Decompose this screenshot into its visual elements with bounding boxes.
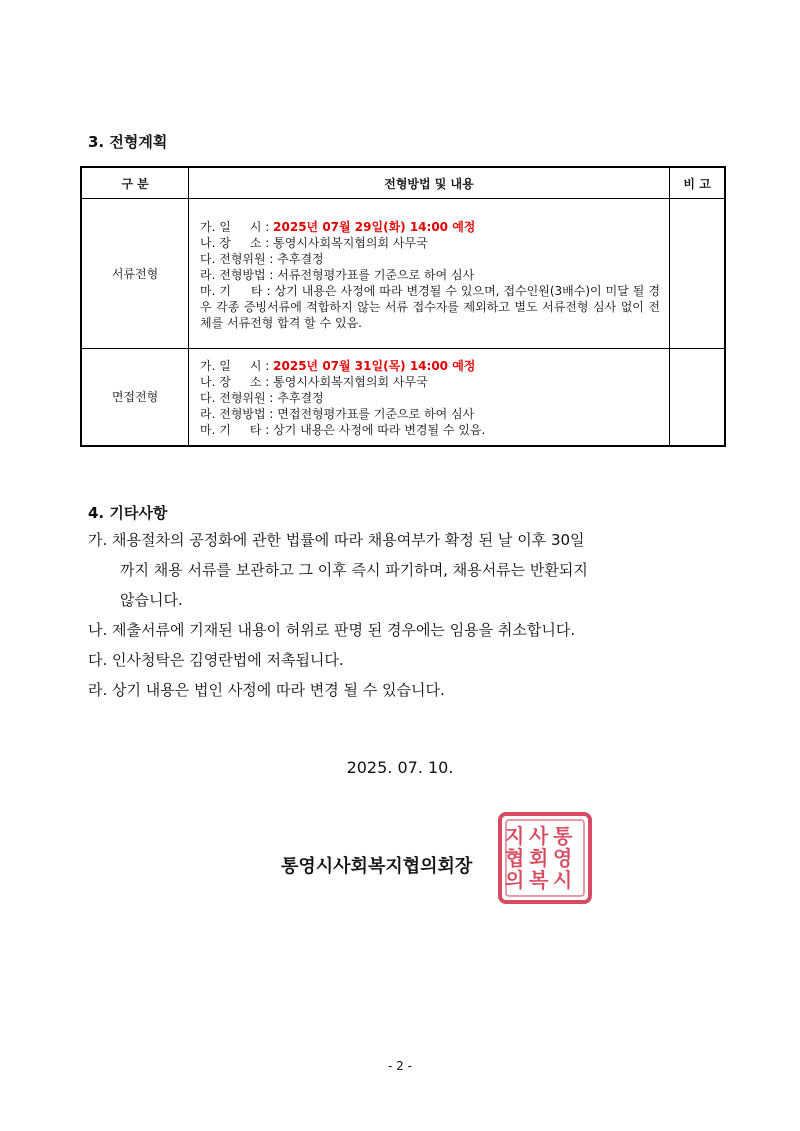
svg-text:지: 지 bbox=[505, 824, 525, 848]
line-text: 추후결정 bbox=[277, 390, 324, 405]
line-prefix: 나. 장 소 : bbox=[200, 235, 274, 250]
list-item bbox=[88, 615, 728, 645]
content-line bbox=[200, 374, 660, 390]
content-lines-0 bbox=[190, 213, 668, 335]
header-category: 구 분 bbox=[81, 167, 189, 199]
content-line bbox=[200, 235, 660, 251]
table-row bbox=[81, 349, 725, 446]
table-row bbox=[81, 199, 725, 349]
row-category: 면접전형 bbox=[81, 349, 189, 446]
list-item bbox=[88, 675, 728, 705]
svg-text:영: 영 bbox=[553, 846, 573, 870]
header-method: 전형방법 및 내용 bbox=[189, 167, 670, 199]
list-item-continuation: 않습니다. bbox=[120, 591, 183, 609]
line-text: 통영시사회복지협의회 사무국 bbox=[273, 374, 428, 389]
svg-text:회: 회 bbox=[529, 846, 549, 870]
list-item-text: 라. 상기 내용은 법인 사정에 따라 변경 될 수 있습니다. bbox=[88, 681, 445, 699]
content-line bbox=[200, 267, 660, 283]
line-prefix: 라. 전형방법 : bbox=[200, 406, 278, 421]
list-item bbox=[88, 525, 728, 615]
row-content bbox=[189, 349, 670, 446]
list-item-text: 나. 제출서류에 기재된 내용이 허위로 판명 된 경우에는 임용을 취소합니다. bbox=[88, 621, 576, 639]
official-seal-icon bbox=[497, 811, 593, 905]
line-text: 2025년 07월 31일(목) 14:00 예정 bbox=[273, 358, 476, 373]
line-prefix: 나. 장 소 : bbox=[200, 374, 274, 389]
section-4-title: 4. 기타사항 bbox=[88, 504, 168, 522]
line-text: 추후결정 bbox=[277, 251, 324, 266]
content-line bbox=[200, 219, 660, 235]
content-line bbox=[200, 358, 660, 374]
line-prefix: 가. 일 시 : bbox=[200, 358, 274, 373]
document-date: 2025. 07. 10. bbox=[346, 758, 454, 777]
line-prefix: 마. 기 타 : bbox=[200, 422, 274, 437]
line-prefix: 가. 일 시 : bbox=[200, 219, 274, 234]
line-text: 상기 내용은 사정에 따라 변경될 수 있음. bbox=[273, 422, 486, 437]
line-prefix: 다. 전형위원 : bbox=[200, 251, 278, 266]
svg-text:협: 협 bbox=[505, 846, 525, 870]
line-prefix: 라. 전형방법 : bbox=[200, 267, 278, 282]
line-text: 통영시사회복지협의회 사무국 bbox=[273, 235, 428, 250]
svg-text:의: 의 bbox=[505, 868, 525, 892]
svg-text:사: 사 bbox=[529, 824, 549, 848]
other-notes-list bbox=[88, 525, 728, 705]
header-note: 비 고 bbox=[670, 167, 726, 199]
selection-plan-table bbox=[80, 166, 726, 447]
list-item-continuation: 까지 채용 서류를 보관하고 그 이후 즉시 파기하며, 채용서류는 반환되지 bbox=[120, 561, 588, 579]
svg-text:시: 시 bbox=[553, 868, 573, 892]
table-header-row bbox=[81, 167, 725, 199]
content-line bbox=[200, 422, 660, 438]
row-note bbox=[670, 349, 726, 446]
line-text: 면접전형평가표를 기준으로 하여 심사 bbox=[277, 406, 475, 421]
signer-name: 통영시사회복지협의회장 bbox=[281, 856, 473, 877]
content-line bbox=[200, 251, 660, 267]
content-lines-1 bbox=[190, 352, 668, 442]
line-text: 상기 내용은 사정에 따라 변경될 수 있으며, 접수인원(3배수)이 미달 될 경우 각종 증빙서류에 적합하지 않는 서류 접수자를 제외하고 별도 서류전형 심사 없이 전체를 서류전형 합격 할 수 있음. bbox=[200, 283, 660, 330]
page-number: - 2 - bbox=[388, 1059, 412, 1073]
svg-text:복: 복 bbox=[529, 868, 549, 892]
row-category: 서류전형 bbox=[81, 199, 189, 349]
content-line bbox=[200, 283, 660, 331]
section-3-title: 3. 전형계획 bbox=[88, 133, 168, 151]
line-prefix: 마. 기 타 : bbox=[200, 283, 275, 298]
row-content bbox=[189, 199, 670, 349]
list-item bbox=[88, 645, 728, 675]
line-text: 서류전형평가표를 기준으로 하여 심사 bbox=[277, 267, 475, 282]
svg-text:통: 통 bbox=[553, 824, 573, 848]
line-prefix: 다. 전형위원 : bbox=[200, 390, 278, 405]
list-item-text: 다. 인사청탁은 김영란법에 저촉됩니다. bbox=[88, 651, 344, 669]
line-text: 2025년 07월 29일(화) 14:00 예정 bbox=[273, 219, 476, 234]
content-line bbox=[200, 406, 660, 422]
list-item-text: 가. 채용절차의 공정화에 관한 법률에 따라 채용여부가 확정 된 날 이후 30일 bbox=[88, 531, 585, 549]
content-line bbox=[200, 390, 660, 406]
row-note bbox=[670, 199, 726, 349]
